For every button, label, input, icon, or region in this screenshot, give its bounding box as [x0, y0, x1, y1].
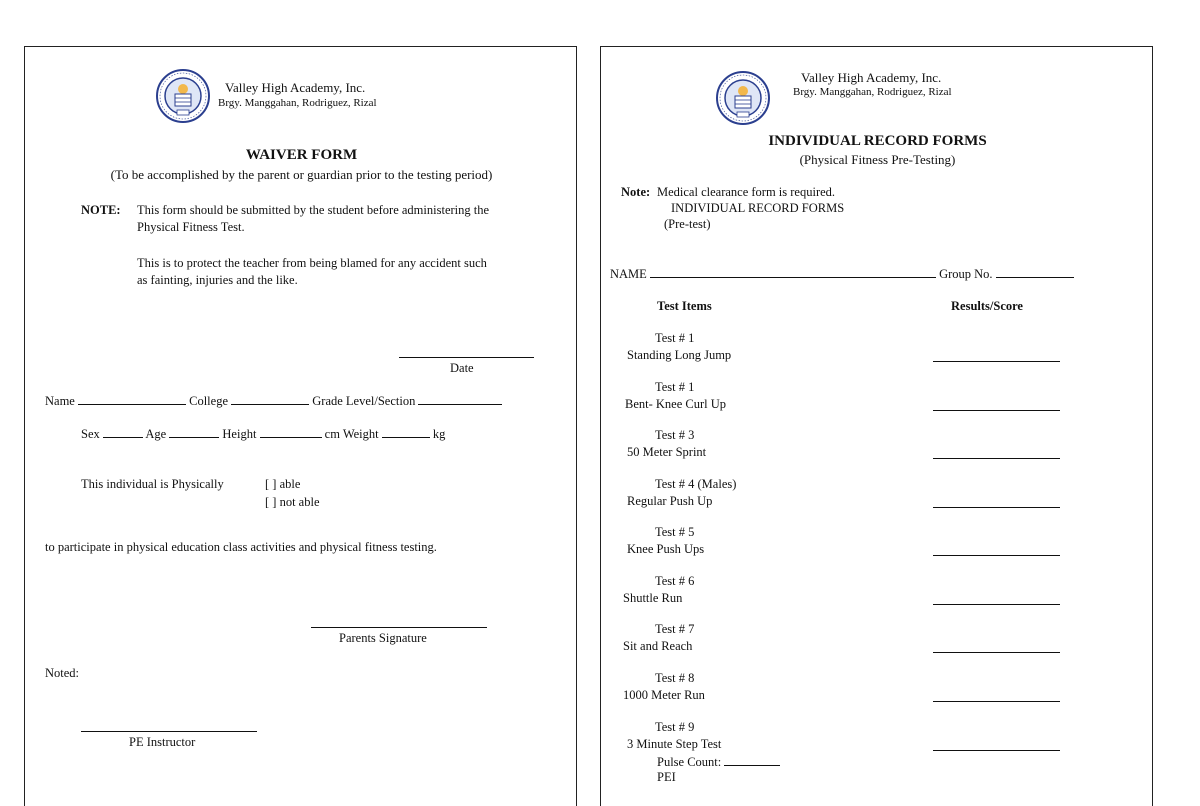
page-title: INDIVIDUAL RECORD FORMS: [768, 133, 987, 149]
parents-signature-line[interactable]: [311, 627, 487, 628]
name-row: [45, 393, 502, 409]
test-number: Test # 1: [655, 331, 695, 345]
test-name: 3 Minute Step Test: [627, 737, 722, 751]
result-score-field[interactable]: [933, 507, 1060, 508]
note-text: as fainting, injuries and the like.: [137, 273, 298, 287]
physically-label: This individual is Physically: [81, 477, 224, 491]
height-label: Height: [222, 427, 257, 441]
note-text: This is to protect the teacher from being blamed for any accident such: [137, 256, 487, 270]
waiver-form-page: [24, 46, 577, 806]
column-header-test-items: Test Items: [657, 299, 712, 313]
pulse-count-label: Pulse Count:: [657, 755, 722, 769]
result-score-field[interactable]: [933, 750, 1060, 751]
school-seal-logo: [155, 69, 211, 128]
note-text: Medical clearance form is required.: [657, 185, 836, 199]
note-text: This form should be submitted by the student before administering the: [137, 203, 490, 217]
result-score-field[interactable]: [933, 410, 1060, 411]
name-field[interactable]: [650, 266, 936, 278]
individual-record-page: [600, 46, 1153, 806]
note-label: NOTE:: [81, 203, 121, 217]
test-name: 1000 Meter Run: [623, 688, 705, 702]
pulse-count-field[interactable]: [724, 754, 780, 766]
college-label: College: [189, 394, 228, 408]
result-score-field[interactable]: [933, 652, 1060, 653]
pe-instructor-label: PE Instructor: [129, 735, 196, 749]
option-able-checkbox[interactable]: [ ] able: [265, 477, 301, 491]
sex-field[interactable]: [103, 426, 143, 438]
age-field[interactable]: [169, 426, 219, 438]
group-label: Group No.: [939, 267, 993, 281]
note-text: Physical Fitness Test.: [137, 220, 245, 234]
test-number: Test # 9: [655, 720, 695, 734]
test-number: Test # 5: [655, 525, 695, 539]
school-address: Brgy. Manggahan, Rodriguez, Rizal: [218, 97, 377, 109]
result-score-field[interactable]: [933, 604, 1060, 605]
note-form-title: INDIVIDUAL RECORD FORMS: [671, 201, 845, 215]
kg-label: kg: [432, 427, 446, 441]
height-field[interactable]: [260, 426, 322, 438]
name-label: NAME: [610, 267, 647, 281]
test-number: Test # 3: [655, 428, 695, 442]
pulse-count-row: [657, 754, 780, 770]
test-number: Test # 4 (Males): [655, 477, 737, 491]
test-number: Test # 6: [655, 574, 695, 588]
weight-field[interactable]: [382, 426, 430, 438]
page-subtitle: (Physical Fitness Pre-Testing): [799, 152, 956, 167]
result-score-field[interactable]: [933, 458, 1060, 459]
pei-label: PEI: [657, 770, 676, 784]
test-number: Test # 8: [655, 671, 695, 685]
name-field[interactable]: [78, 393, 186, 405]
date-label: Date: [450, 361, 474, 375]
result-score-field[interactable]: [933, 361, 1060, 362]
group-field[interactable]: [996, 266, 1074, 278]
test-name: Standing Long Jump: [627, 348, 732, 362]
participate-text: to participate in physical education class activities and physical fitness testing.: [45, 540, 437, 554]
test-name: Sit and Reach: [623, 639, 693, 653]
test-name: Shuttle Run: [623, 591, 683, 605]
test-name: Knee Push Ups: [627, 542, 705, 556]
sex-label: Sex: [81, 427, 100, 441]
age-label: Age: [145, 427, 167, 441]
grade-field[interactable]: [418, 393, 502, 405]
name-group-row: [610, 266, 1074, 282]
test-name: 50 Meter Sprint: [627, 445, 707, 459]
note-label: Note:: [621, 185, 651, 199]
pe-instructor-line[interactable]: [81, 731, 257, 732]
test-number: Test # 7: [655, 622, 695, 636]
option-not-able-checkbox[interactable]: [ ] not able: [265, 495, 320, 509]
grade-label: Grade Level/Section: [312, 394, 416, 408]
date-line[interactable]: [399, 357, 534, 358]
school-seal-logo: [715, 70, 771, 131]
column-header-results: Results/Score: [951, 299, 1023, 313]
measurements-row: [81, 426, 445, 442]
result-score-field[interactable]: [933, 555, 1060, 556]
cm-weight-label: cm Weight: [324, 427, 379, 441]
school-name: Valley High Academy, Inc.: [225, 80, 366, 95]
test-name: Regular Push Up: [627, 494, 713, 508]
name-label: Name: [45, 394, 75, 408]
school-address: Brgy. Manggahan, Rodriguez, Rizal: [793, 86, 952, 98]
page-title: WAIVER FORM: [245, 147, 358, 163]
college-field[interactable]: [231, 393, 309, 405]
noted-label: Noted:: [45, 666, 80, 680]
test-number: Test # 1: [655, 380, 695, 394]
test-name: Bent- Knee Curl Up: [625, 397, 727, 411]
page-subtitle: (To be accomplished by the parent or guardian prior to the testing period): [110, 167, 493, 182]
school-name: Valley High Academy, Inc.: [801, 70, 942, 85]
result-score-field[interactable]: [933, 701, 1060, 702]
note-pretest: (Pre-test): [664, 217, 711, 231]
parents-signature-label: Parents Signature: [339, 631, 427, 645]
